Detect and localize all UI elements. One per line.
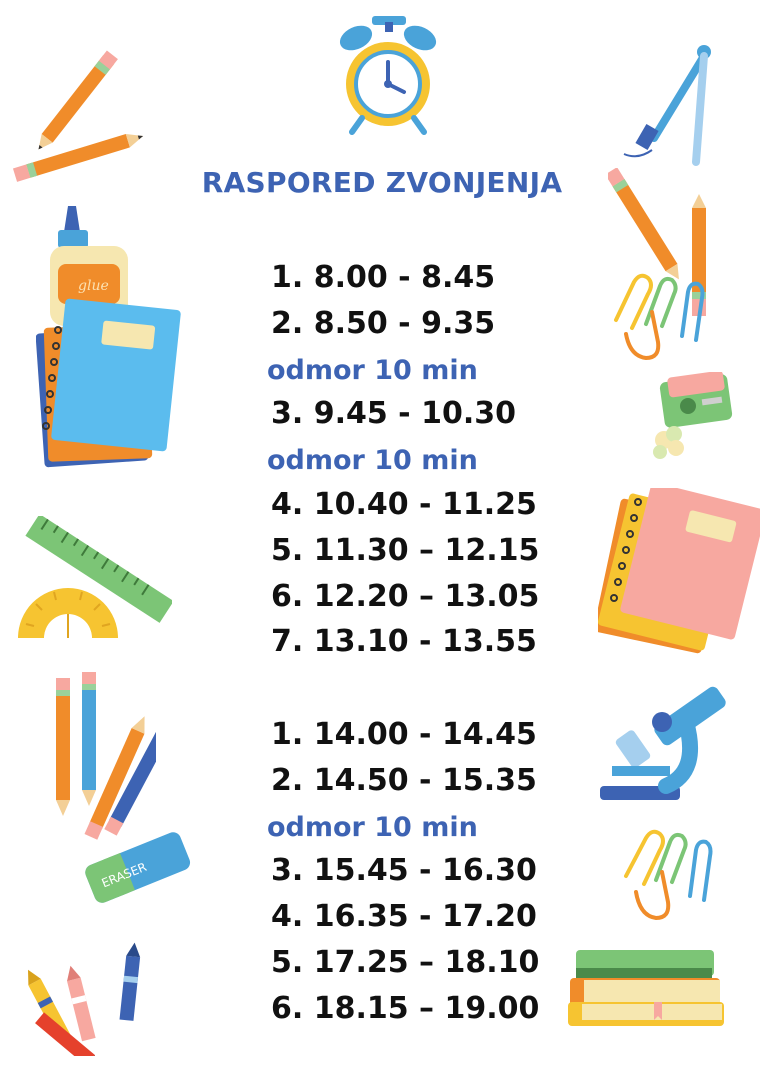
schedule-line: 3. 15.45 - 16.30 [271,853,537,888]
notebook-icon [598,488,760,656]
break-line: odmor 10 min [267,445,478,476]
schedule-line: 4. 16.35 - 17.20 [271,899,537,934]
schedule-line: 1. 8.00 - 8.45 [271,260,496,295]
books-icon [566,946,730,1030]
schedule-line: 3. 9.45 - 10.30 [271,396,516,431]
sharpener-icon [642,372,742,482]
break-line: odmor 10 min [267,812,478,843]
schedule-line: 2. 14.50 - 15.35 [271,763,537,798]
schedule-line: 6. 12.20 – 13.05 [271,579,540,614]
schedule-line: 7. 13.10 - 13.55 [271,624,537,659]
protractor-icon [14,574,124,642]
paperclip-icon [606,272,716,372]
glue-label: glue [78,278,109,294]
paperclip-icon [618,826,718,930]
notebook-icon [36,290,186,470]
schedule-line: 5. 11.30 – 12.15 [271,533,540,568]
microscope-icon [596,662,732,806]
break-line: odmor 10 min [267,355,478,386]
page-title: RASPORED ZVONJENJA [201,166,563,199]
alarm-clock-icon [334,14,440,138]
eraser-icon [78,818,196,914]
schedule-line: 6. 18.15 – 19.00 [271,991,540,1026]
crayon-icon [26,936,156,1056]
schedule-line: 1. 14.00 - 14.45 [271,717,537,752]
eraser-label: ERASER [99,859,149,891]
compass-icon [618,42,728,172]
schedule-line: 2. 8.50 - 9.35 [271,306,496,341]
schedule-line: 5. 17.25 – 18.10 [271,945,540,980]
schedule-line: 4. 10.40 - 11.25 [271,487,537,522]
